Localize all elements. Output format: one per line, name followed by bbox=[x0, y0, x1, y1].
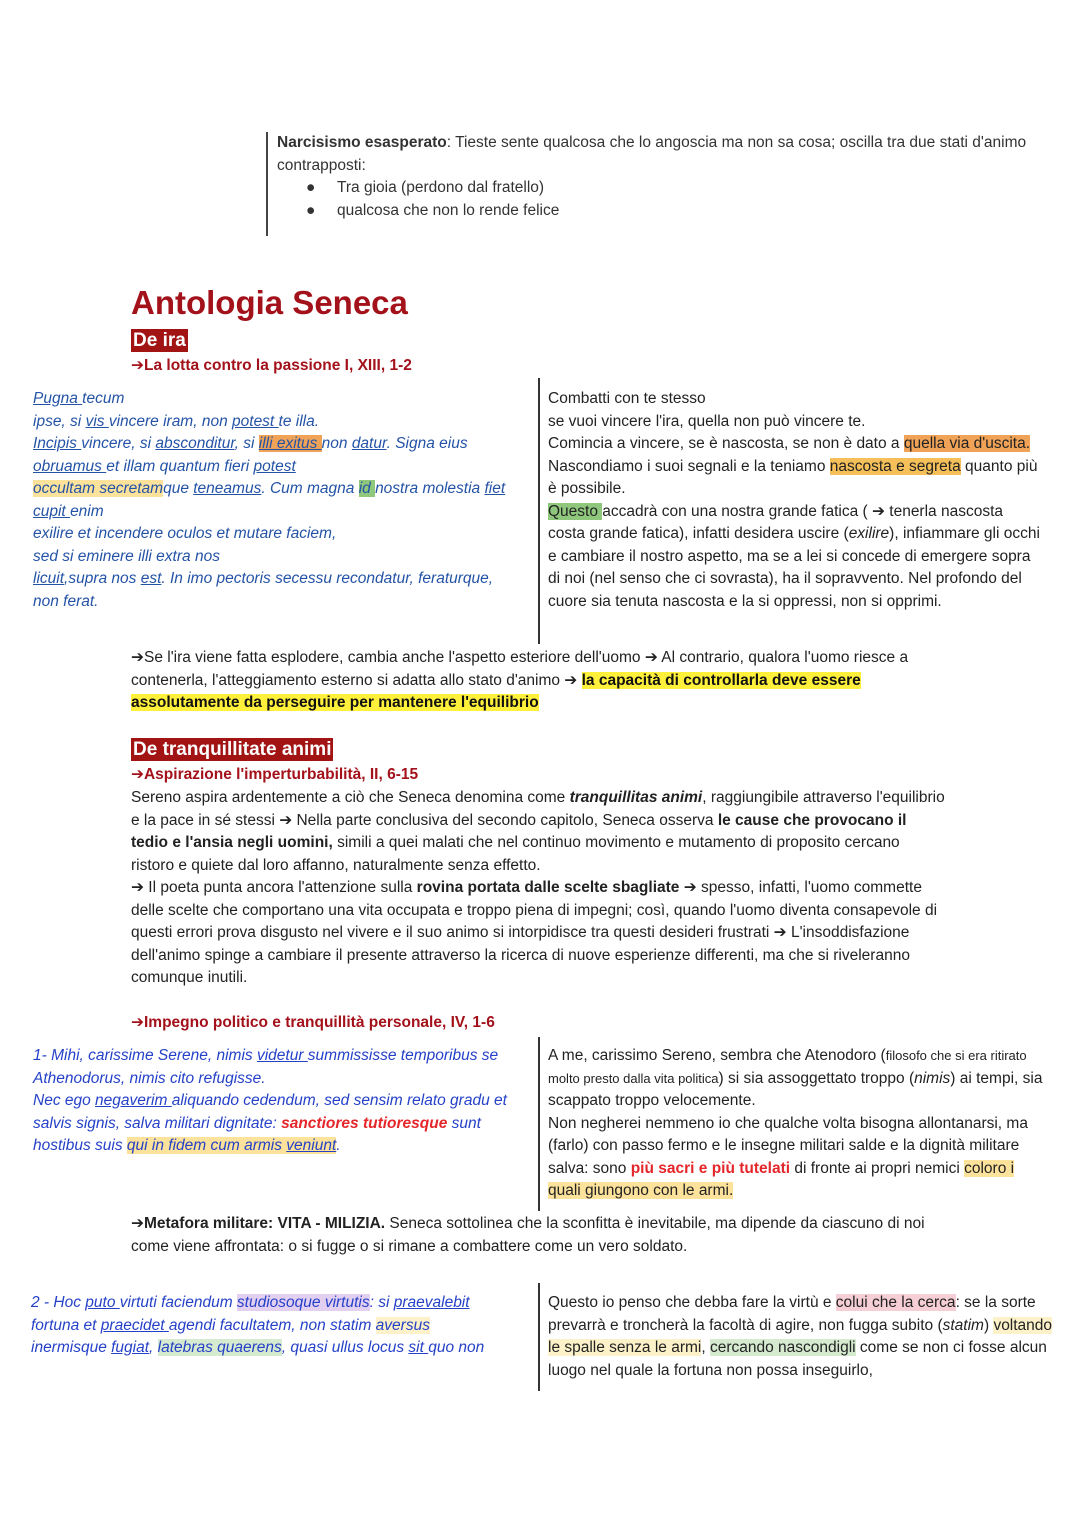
subheading-aspirazione: ➔Aspirazione l'imperturbabilità, II, 6-15 bbox=[131, 766, 419, 783]
latin-text-de-ira: Pugna tecum ipse, si vis vincere iram, non potest te illa. Incipis vincere, si absconditur, si illi exitus non datur. Signa eius obruamus et illam quantum fieri potest occultam secretamque teneamus. Cum magna id nostra molestia fiet cupit enim exilire et incendere oculos et mutare faciem, sed si eminere illi extra nos licuit,supra nos est. In imo pectoris secessu recondatur, feraturque, non ferat. bbox=[33, 390, 506, 610]
note-list bbox=[277, 177, 1027, 222]
summary-de-ira: ➔Se l'ira viene fatta esplodere, cambia anche l'aspetto esteriore dell'uomo ➔ Al contrario, qualora l'uomo riesce a contenerla, l'atteggiamento esterno si adatta allo stato d'animo ➔ la capacità di controllarla deve essere assolutamente da perseguire per mantenere l'equilibrio bbox=[131, 649, 909, 711]
metaphor-note: ➔Metafora militare: VITA - MILIZIA. Seneca sottolinea che la sconfitta è inevitabile, ma dipende da ciascuno di noi come viene affrontata: o si fugge o si rimane a combattere come un vero soldato. bbox=[131, 1215, 925, 1255]
section-heading-tranquillitate: De tranquillitate animi bbox=[133, 739, 332, 760]
page-title: Antologia Seneca bbox=[131, 284, 408, 321]
column-divider bbox=[538, 378, 540, 644]
subheading-impegno: ➔Impegno politico e tranquillità personale, IV, 1-6 bbox=[131, 1014, 495, 1031]
note-block bbox=[266, 132, 1027, 236]
section-heading-de-ira: De ira bbox=[133, 330, 186, 351]
column-divider bbox=[538, 1283, 540, 1391]
column-divider bbox=[538, 1037, 540, 1211]
italian-text-de-ira: Combatti con te stesso se vuoi vincere l'ira, quella non può vincere te. Comincia a vincere, se è nascosta, se non è dato a quella via d'uscita. Nascondiamo i suoi segnali e la teniamo nascosta e segreta quanto più è possibile. Questo accadrà con una nostra grande fatica ( ➔ tenerla nascosta costa grande fatica), infatti desidera uscire (exilire), infiammare gli occhi e cambiare il nostro aspetto, ma se a lei si concede di emergere sopra di noi (nel senso che ci sovrasta), ha il sopravvento. Nel profondo del cuore sia tenuta nascosta e la si oppressi, non si opprimi. bbox=[548, 390, 1040, 610]
italian-text-impegno-1: A me, carissimo Sereno, sembra che Atenodoro (filosofo che si era ritirato molto presto dalla vita politica) si sia assoggettato troppo (nimis) ai tempi, sia scappato troppo velocemente. Non negherei nemmeno io che qualche volta bisogna allontanarsi, ma (farlo) con passo fermo e le insegne militari salde e la dignità militare salva: sono più sacri e più tutelati di fronte ai propri nemici coloro i quali giungono con le armi. bbox=[548, 1047, 1043, 1199]
italian-text-impegno-2: Questo io penso che debba fare la virtù e colui che la cerca: se la sorte prevarrà e troncherà la facoltà di agire, non fugga subito (statim) voltando le spalle senza le armi, cercando nascondigli come se non ci fosse alcun luogo nel quale la fortuna non possa inseguirlo, bbox=[548, 1294, 1053, 1379]
subheading-lotta: ➔La lotta contro la passione I, XIII, 1-2 bbox=[131, 357, 412, 374]
note-head: Narcisismo esasperato bbox=[277, 134, 447, 151]
note-intro: Narcisismo esasperato: Tieste sente qualcosa che lo angoscia ma non sa cosa; oscilla tra due stati d'animo contrapposti: bbox=[277, 134, 1027, 174]
paragraph-aspirazione: Sereno aspira ardentemente a ciò che Seneca denomina come tranquillitas animi, raggiungibile attraverso l'equilibrio e la pace in sé stessi ➔ Nella parte conclusiva del secondo capitolo, Seneca osserva le cause che provocano il tedio e l'ansia negli uomini, simili a quei malati che nel continuo movimento e mutamento di proposito cercano ristoro e quiete dal loro affanno, naturalmente senza effetto. ➔ Il poeta punta ancora l'attenzione sulla rovina portata dalle scelte sbagliate ➔ spesso, infatti, l'uomo commette delle scelte che comportano una vita occupata e troppo piena di impegni; così, quando l'uomo diventa consapevole di questi errori prova disgusto nel vivere e il suo animo si intorpidisce tra questi desideri frustrati ➔ L'insoddisfazione dell'animo spinge a cambiare il presente attraverso la ricerca di nuove esperienze differenti, ma che si riveleranno comunque inutili. bbox=[131, 789, 945, 986]
list-item: ● qualcosa che non lo rende felice bbox=[306, 201, 560, 219]
list-item: ● Tra gioia (perdono dal fratello) bbox=[306, 179, 545, 196]
latin-text-impegno-2: 2 - Hoc puto virtuti faciendum studiosoque virtutis: si praevalebit fortuna et praecidet agendi facultatem, non statim aversus inermisque fugiat, latebras quaerens, quasi ullus locus sit quo non bbox=[31, 1294, 485, 1356]
latin-text-impegno-1: 1- Mihi, carissime Serene, nimis videtur summississe temporibus se Athenodorus, nimis cito refugisse. Nec ego negaverim aliquando cedendum, sed sensim relato gradu et salvis signis, salva militari dignitate: sanctiores tutioresque sunt hostibus suis qui in fidem cum armis veniunt. bbox=[33, 1047, 507, 1154]
